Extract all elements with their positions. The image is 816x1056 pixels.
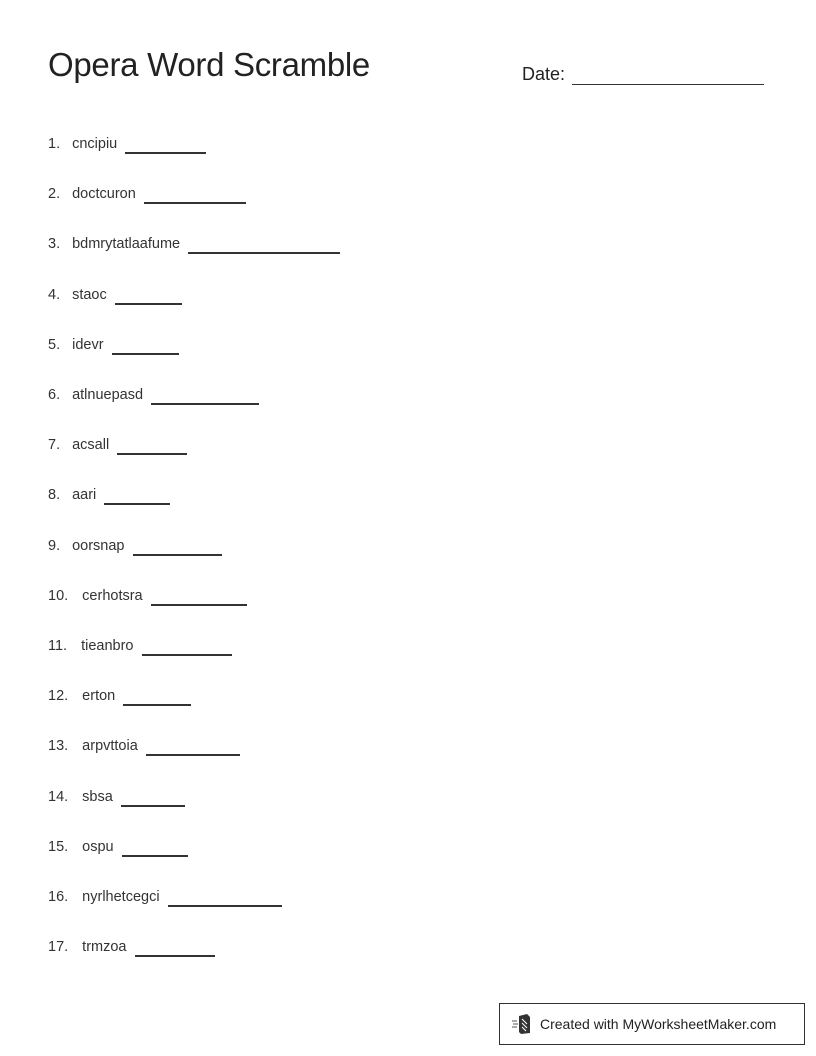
item-number: 11.	[48, 638, 68, 654]
item-number: 8.	[48, 487, 61, 504]
scrambled-word: ospu	[82, 838, 114, 855]
answer-blank[interactable]	[142, 640, 232, 656]
page-title: Opera Word Scramble	[48, 46, 370, 83]
scrambled-word: tieanbro	[81, 638, 134, 654]
scramble-item	[48, 738, 240, 754]
scramble-item	[48, 437, 187, 453]
scramble-item	[48, 839, 188, 855]
scramble-item	[48, 588, 247, 604]
item-number: 15.	[48, 838, 69, 855]
answer-blank[interactable]	[125, 138, 206, 154]
item-number: 17.	[48, 939, 69, 956]
item-number: 13.	[48, 738, 69, 755]
answer-blank[interactable]	[151, 590, 247, 606]
scramble-item	[48, 136, 206, 152]
answer-blank[interactable]	[133, 540, 222, 556]
worksheet-maker-logo-icon	[512, 1013, 532, 1035]
answer-blank[interactable]	[144, 188, 246, 204]
scrambled-word: sbsa	[82, 788, 113, 805]
scrambled-word: trmzoa	[82, 939, 127, 956]
answer-blank[interactable]	[123, 690, 191, 706]
scramble-item	[48, 939, 215, 955]
scramble-item	[48, 487, 170, 503]
answer-blank[interactable]	[146, 740, 240, 756]
scramble-item	[48, 889, 282, 905]
date-field	[522, 60, 764, 85]
scrambled-word: cncipiu	[72, 136, 118, 152]
answer-blank[interactable]	[168, 891, 282, 907]
date-blank-line[interactable]	[572, 60, 764, 85]
answer-blank[interactable]	[117, 439, 187, 455]
item-number: 14.	[48, 788, 69, 805]
item-number: 2.	[48, 186, 61, 203]
scrambled-word: oorsnap	[72, 537, 125, 554]
scramble-item	[48, 638, 232, 654]
scramble-item	[48, 186, 246, 202]
scrambled-word: bdmrytatlaafume	[72, 236, 181, 253]
item-number: 5.	[48, 336, 61, 353]
scramble-item	[48, 688, 191, 704]
scrambled-word: acsall	[72, 437, 110, 454]
scrambled-word: staoc	[72, 286, 107, 303]
item-number: 12.	[48, 688, 69, 705]
scramble-item	[48, 337, 179, 353]
answer-blank[interactable]	[104, 489, 170, 505]
item-number: 3.	[48, 236, 61, 253]
answer-blank[interactable]	[115, 289, 182, 305]
answer-blank[interactable]	[112, 339, 179, 355]
scrambled-word: nyrlhetcegci	[82, 889, 160, 905]
item-number: 7.	[48, 437, 61, 454]
scrambled-word: cerhotsra	[82, 587, 143, 604]
scrambled-word: doctcuron	[72, 186, 136, 203]
item-number: 4.	[48, 286, 61, 303]
scramble-item	[48, 387, 259, 403]
scrambled-word: idevr	[72, 336, 104, 353]
answer-blank[interactable]	[121, 791, 185, 807]
item-number: 10.	[48, 587, 69, 604]
date-label: Date:	[522, 64, 566, 84]
item-number: 9.	[48, 537, 61, 554]
answer-blank[interactable]	[135, 941, 215, 957]
scramble-item	[48, 287, 182, 303]
item-number: 1.	[48, 136, 61, 152]
scrambled-word: erton	[82, 688, 116, 705]
answer-blank[interactable]	[122, 841, 188, 857]
scrambled-word: aari	[72, 487, 97, 504]
scrambled-word: arpvttoia	[82, 738, 138, 755]
answer-blank[interactable]	[188, 238, 340, 254]
item-number: 16.	[48, 889, 69, 905]
item-number: 6.	[48, 387, 61, 403]
scramble-item	[48, 538, 222, 554]
scrambled-word: atlnuepasd	[72, 387, 144, 403]
answer-blank[interactable]	[151, 389, 259, 405]
footer-text: Created with MyWorksheetMaker.com	[540, 1016, 777, 1032]
scramble-item	[48, 236, 340, 252]
footer-credit	[499, 1003, 805, 1045]
scramble-item	[48, 789, 185, 805]
